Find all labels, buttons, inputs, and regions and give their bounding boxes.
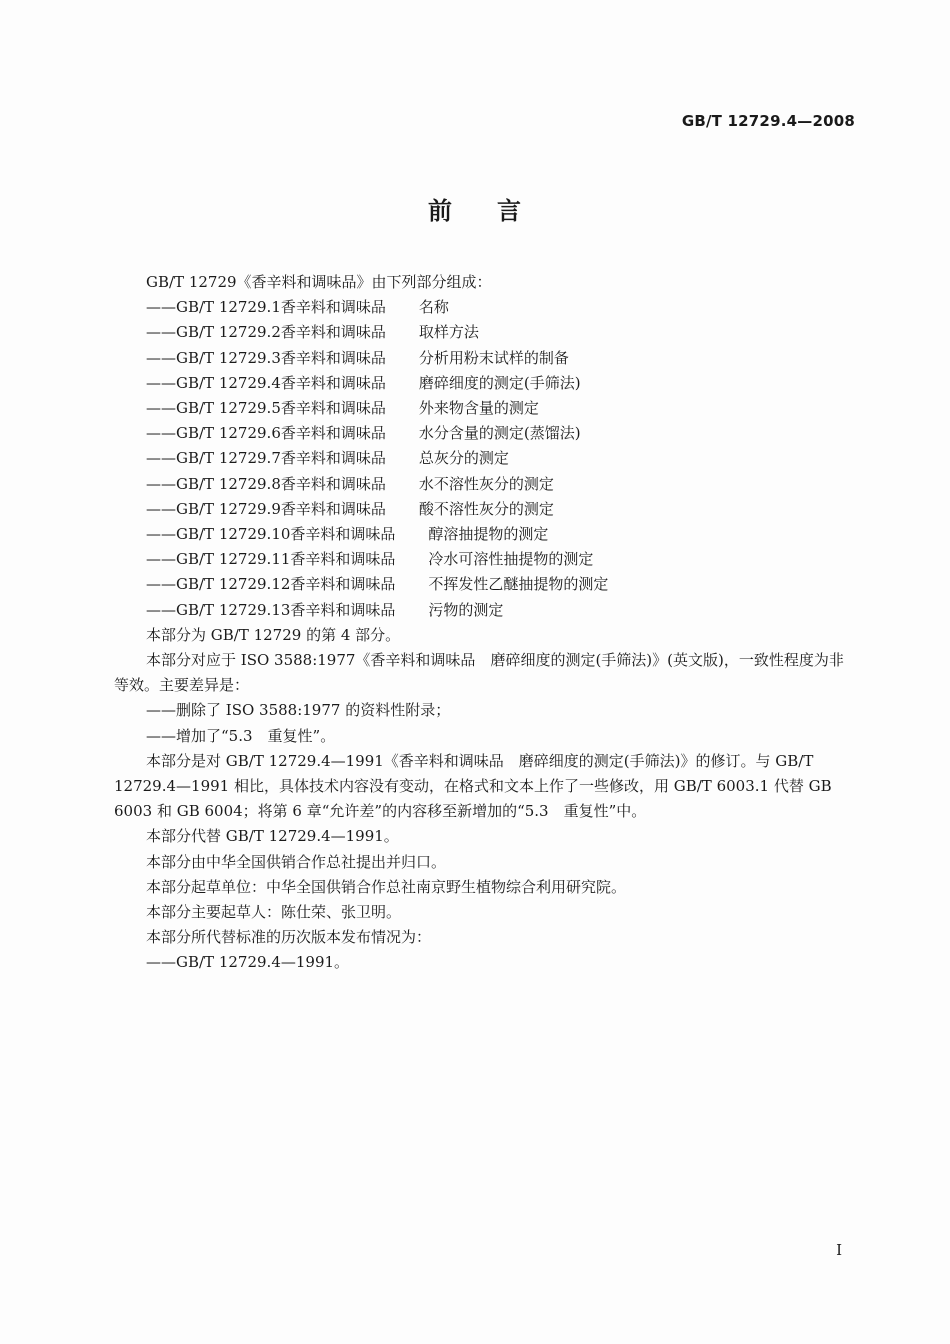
list-item: ——GB/T 12729.12香辛料和调味品 不挥发性乙醚抽提物的测定: [146, 575, 609, 594]
paragraph-part-number: 本部分为 GB/T 12729 的第 4 部分。: [146, 625, 401, 644]
list-item-difference: ——删除了 ISO 3588:1977 的资料性附录；: [146, 701, 451, 720]
list-item: ——GB/T 12729.11香辛料和调味品 冷水可溶性抽提物的测定: [146, 550, 594, 569]
list-item: ——GB/T 12729.10香辛料和调味品 醇溶抽提物的测定: [146, 525, 549, 544]
foreword-body: [114, 270, 858, 976]
intro-paragraph: GB/T 12729《香辛料和调味品》由下列部分组成：: [146, 273, 492, 291]
title-char-1: 前: [428, 197, 453, 225]
paragraph-replaces: 本部分代替 GB/T 12729.4—1991。: [146, 827, 399, 846]
list-item: ——GB/T 12729.8香辛料和调味品 水不溶性灰分的测定: [146, 474, 554, 493]
list-item: ——GB/T 12729.3香辛料和调味品 分析用粉末试样的制备: [146, 348, 569, 367]
paragraph-proposer: 本部分由中华全国供销合作总社提出并归口。: [146, 852, 447, 871]
list-item: ——GB/T 12729.1香辛料和调味品 名称: [146, 298, 449, 317]
paragraph-drafters: 本部分主要起草人：陈仕荣、张卫明。: [146, 903, 402, 922]
paragraph-drafting-unit: 本部分起草单位：中华全国供销合作总社南京野生植物综合利用研究院。: [146, 877, 627, 896]
paragraph-revision: 本部分是对 GB/T 12729.4—1991《香辛料和调味品 磨碎细度的测定(手筛法)》的修订。与 GB/T 12729.4—1991 相比，具体技术内容没有变动，在格式和文本上作了一些修改，用 GB/T 6003.1 代替 GB 6003 和 GB 6004；将第 6 章“允许差”的内容移至新增加的“5.3 重复性”中。: [114, 751, 832, 821]
list-item: ——GB/T 12729.4香辛料和调味品 磨碎细度的测定(手筛法): [146, 373, 581, 392]
standard-code: GB/T 12729.4—2008: [681, 112, 855, 130]
page-number: I: [836, 1241, 842, 1259]
list-item: ——GB/T 12729.2香辛料和调味品 取样方法: [146, 323, 479, 342]
parts-list: [114, 295, 858, 623]
paragraph-history: 本部分所代替标准的历次版本发布情况为：: [146, 928, 432, 947]
list-item: ——GB/T 12729.13香辛料和调味品 污物的测定: [146, 600, 504, 619]
paragraph-iso-correspondence: 本部分对应于 ISO 3588:1977《香辛料和调味品 磨碎细度的测定(手筛法)》(英文版)，一致性程度为非等效。主要差异是：: [114, 651, 844, 695]
list-item-difference: ——增加了“5.3 重复性”。: [146, 726, 336, 745]
list-item: ——GB/T 12729.5香辛料和调味品 外来物含量的测定: [146, 399, 539, 418]
list-item: ——GB/T 12729.6香辛料和调味品 水分含量的测定(蒸馏法): [146, 424, 581, 443]
page-title: [0, 191, 950, 226]
list-item-history: ——GB/T 12729.4—1991。: [146, 953, 350, 972]
title-char-2: 言: [497, 197, 522, 225]
list-item: ——GB/T 12729.9香辛料和调味品 酸不溶性灰分的测定: [146, 499, 554, 518]
list-item: ——GB/T 12729.7香辛料和调味品 总灰分的测定: [146, 449, 509, 468]
